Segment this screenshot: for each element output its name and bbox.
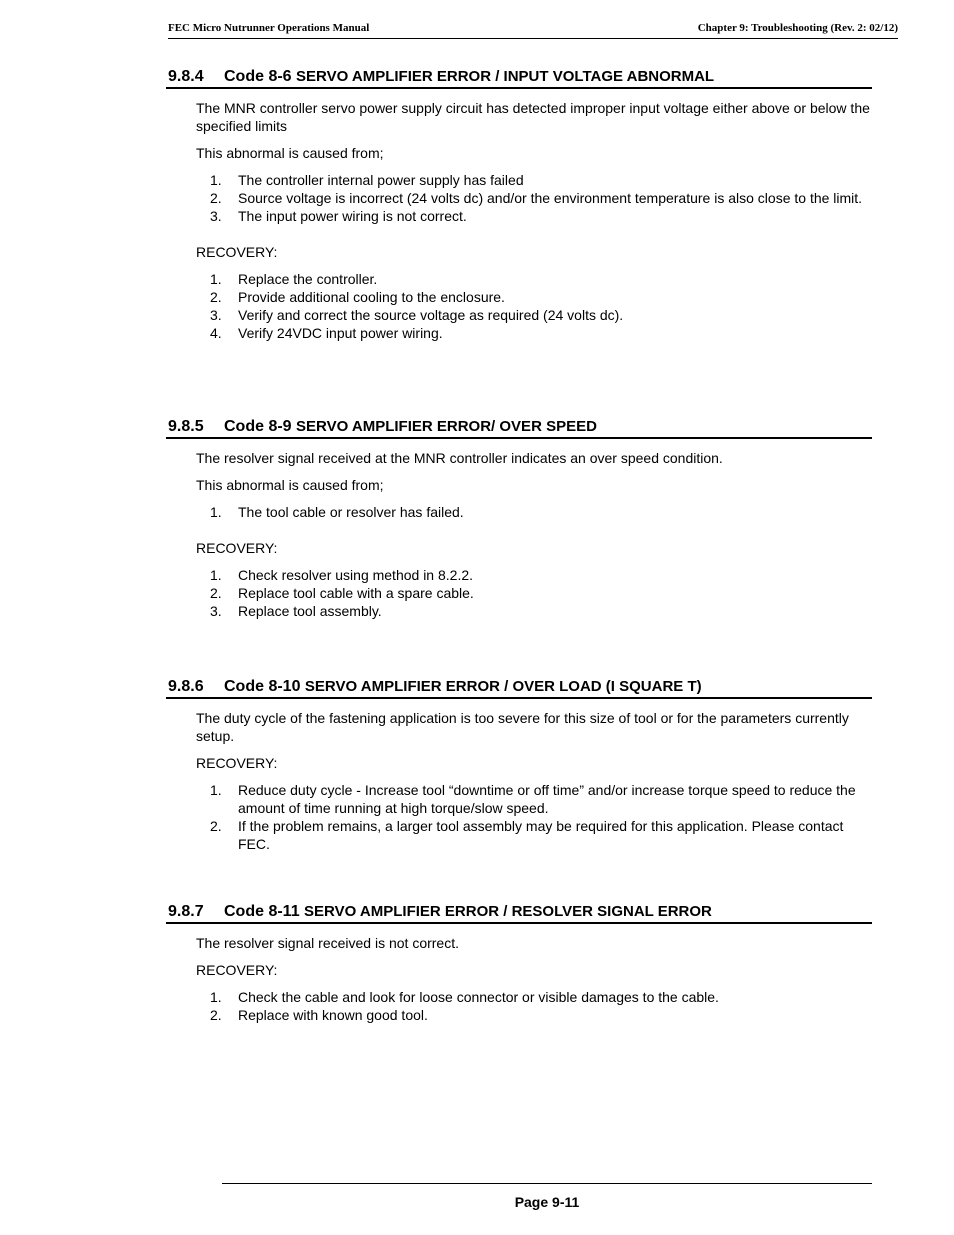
- section-title: SERVO AMPLIFIER ERROR/ OVER SPEED: [296, 418, 597, 435]
- list-item: 2. If the problem remains, a larger tool assembly may be required for this application. Please contact FEC.: [210, 818, 844, 852]
- section-heading: [166, 677, 872, 699]
- list-item: 3. Verify and correct the source voltage as required (24 volts dc).: [210, 307, 624, 323]
- section-code: Code 8-10: [224, 678, 301, 695]
- section-code: Code 8-6: [224, 68, 292, 85]
- recovery-label: RECOVERY:: [196, 755, 278, 771]
- list-item: 1. The tool cable or resolver has failed.: [210, 504, 464, 520]
- page-header: [168, 22, 898, 39]
- list-item: 1. The controller internal power supply has failed: [210, 172, 524, 188]
- cause-list: [166, 503, 872, 521]
- section-number: 9.8.6: [168, 678, 204, 695]
- list-item: 2. Replace with known good tool.: [210, 1007, 428, 1023]
- list-item: 2. Source voltage is incorrect (24 volts dc) and/or the environment temperature is also close to the limit.: [210, 190, 863, 206]
- section-code: Code 8-11: [224, 903, 300, 920]
- section-heading: [166, 67, 872, 89]
- list-item: 1. Replace the controller.: [210, 271, 378, 287]
- list-item: 4. Verify 24VDC input power wiring.: [210, 325, 443, 341]
- list-item: 3. Replace tool assembly.: [210, 603, 382, 619]
- recovery-label: RECOVERY:: [196, 244, 278, 260]
- section-title: SERVO AMPLIFIER ERROR / OVER LOAD (I SQUARE T): [304, 678, 702, 695]
- list-item: 1. Check the cable and look for loose connector or visible damages to the cable.: [210, 989, 719, 1005]
- header-chapter: Chapter 9: Troubleshooting (Rev. 2: 02/12): [697, 22, 898, 34]
- list-item: 1. Reduce duty cycle - Increase tool “downtime or off time” and/or increase torque speed to reduce the amount of time running at high torque/slow speed.: [210, 782, 856, 816]
- section-title: SERVO AMPLIFIER ERROR / INPUT VOLTAGE ABNORMAL: [296, 68, 715, 85]
- footer-divider: [222, 1183, 872, 1184]
- recovery-list: [166, 781, 872, 853]
- section-heading: [166, 417, 872, 439]
- list-item: 2. Replace tool cable with a spare cable.: [210, 585, 474, 601]
- section-9-8-7: [166, 902, 872, 1024]
- list-item: 1. Check resolver using method in 8.2.2.: [210, 567, 474, 583]
- section-number: 9.8.7: [168, 903, 204, 920]
- section-description: The MNR controller servo power supply circuit has detected improper input voltage either above or below the specified limits: [196, 100, 870, 134]
- section-title: SERVO AMPLIFIER ERROR / RESOLVER SIGNAL ERROR: [304, 903, 712, 920]
- section-number: 9.8.4: [168, 68, 204, 85]
- list-item: 2. Provide additional cooling to the enclosure.: [210, 289, 505, 305]
- page-number: Page 9-11: [514, 1194, 580, 1210]
- section-heading: [166, 902, 872, 924]
- section-description: The duty cycle of the fastening application is too severe for this size of tool or for the parameters currently setup.: [196, 710, 849, 744]
- list-item: 3. The input power wiring is not correct.: [210, 208, 467, 224]
- recovery-list: [166, 270, 872, 342]
- section-description: The resolver signal received at the MNR controller indicates an over speed condition.: [196, 450, 723, 466]
- recovery-list: [166, 566, 872, 620]
- recovery-label: RECOVERY:: [196, 540, 278, 556]
- section-9-8-6: [166, 677, 872, 853]
- recovery-label: RECOVERY:: [196, 962, 278, 978]
- section-number: 9.8.5: [168, 418, 204, 435]
- section-description: The resolver signal received is not correct.: [196, 935, 459, 951]
- section-9-8-4: [166, 67, 872, 342]
- section-9-8-5: [166, 417, 872, 620]
- header-manual-title: FEC Micro Nutrunner Operations Manual: [168, 22, 370, 34]
- cause-intro: This abnormal is caused from;: [196, 145, 384, 161]
- cause-intro: This abnormal is caused from;: [196, 477, 384, 493]
- cause-list: [166, 171, 872, 225]
- section-code: Code 8-9: [224, 418, 292, 435]
- recovery-list: [166, 988, 872, 1024]
